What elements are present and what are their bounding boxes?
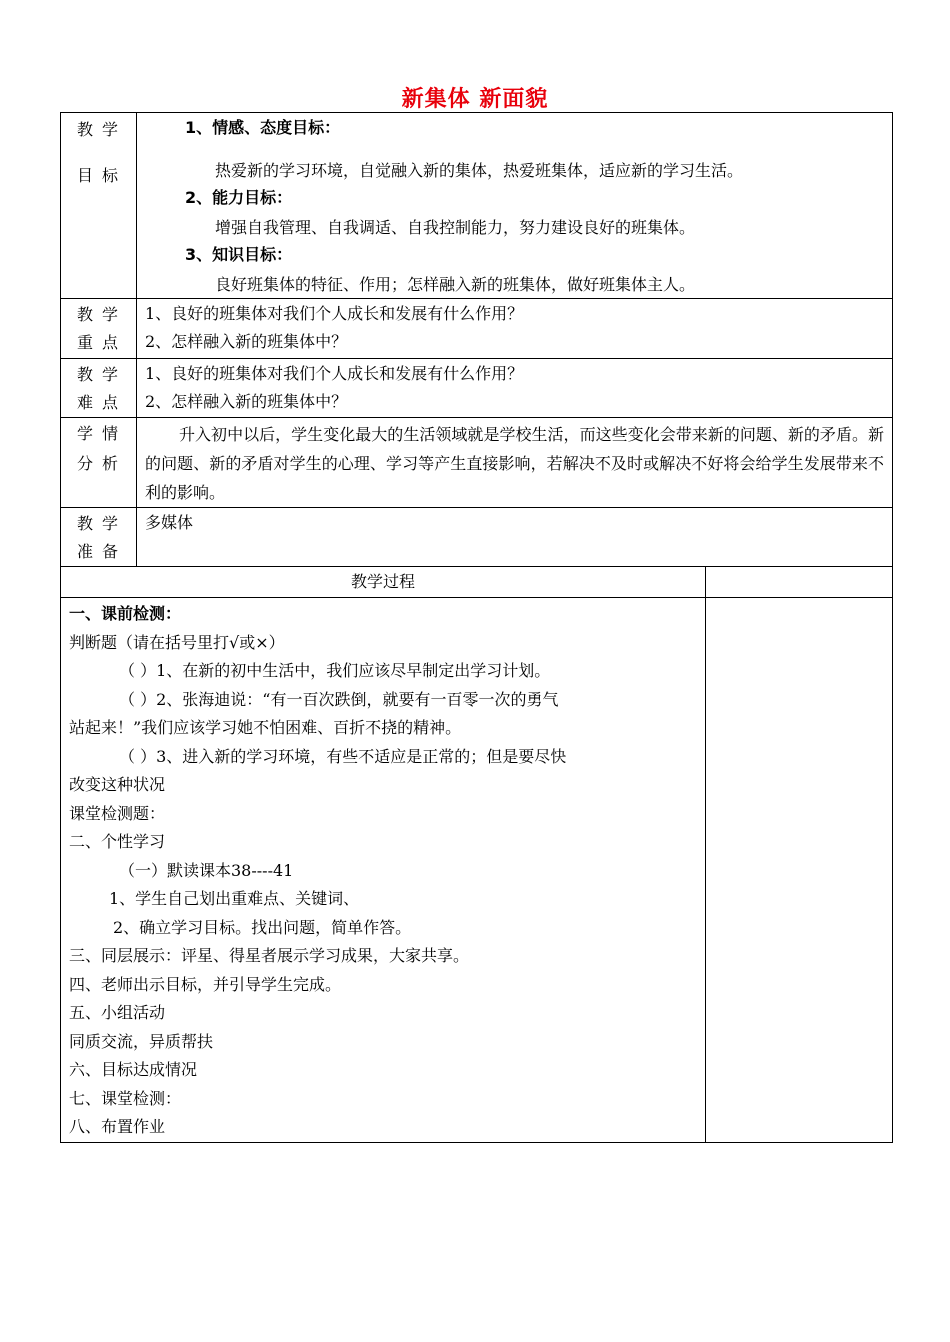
analysis-content [137, 418, 893, 508]
goals-heading-3: 3、知识目标： [185, 245, 293, 264]
goals-content [137, 113, 893, 299]
prep-row [61, 508, 893, 567]
process-content [61, 598, 706, 1143]
goals-text-2: 增强自我管理、自我调适、自我控制能力，努力建设良好的班集体。 [215, 218, 696, 237]
question-3-line-1: （ ）3、进入新的学习环境，有些不适应是正常的；但是要尽快 [119, 746, 567, 766]
goals-heading-2: 2、能力目标： [185, 188, 293, 207]
difficulty-row [61, 359, 893, 418]
difficulty-label: 教 学 难 点 [61, 359, 137, 418]
page-title: 新集体 新面貌 [401, 87, 549, 112]
process-section-6: 六、目标达成情况 [69, 1060, 198, 1079]
prep-text: 多媒体 [145, 513, 194, 532]
process-section-5: 五、小组活动 [69, 1003, 166, 1022]
prep-label: 教 学 准 备 [61, 508, 137, 567]
section-2-step-2: 2、确立学习目标。找出问题，简单作答。 [113, 917, 412, 937]
question-1: （ ）1、在新的初中生活中，我们应该尽早制定出学习计划。 [119, 661, 551, 680]
question-2-line-1: （ ）2、张海迪说：“有一百次跌倒，就要有一百零一次的勇气 [119, 689, 559, 709]
difficulty-content: 1、良好的班集体对我们个人成长和发展有什么作用？ 2、怎样融入新的班集体中？ [137, 359, 893, 418]
class-check: 课堂检测题： [69, 803, 166, 823]
section-2-step-1: 1、学生自己划出重难点、关键词、 [109, 889, 360, 908]
process-header-row [61, 567, 893, 598]
process-section-8: 八、布置作业 [69, 1117, 166, 1136]
process-section-4: 四、老师出示目标，并引导学生完成。 [69, 974, 342, 994]
process-section-2: 二、个性学习 [69, 832, 166, 851]
analysis-text: 升入初中以后，学生变化最大的生活领域就是学校生活，而这些变化会带来新的问题、新的矛盾。新的问题、新的矛盾对学生的心理、学习等产生直接影响，若解决不及时或解决不好将会给学生发展带来不利的影响。 [145, 425, 885, 502]
goals-text-3: 良好班集体的特征、作用；怎样融入新的班集体，做好班集体主人。 [215, 275, 696, 294]
key-points-label: 教 学 重 点 [61, 299, 137, 359]
analysis-label: 学 情 分 析 [61, 418, 137, 508]
lesson-plan-table [60, 112, 893, 1143]
judge-instruction: 判断题（请在括号里打√或×） [69, 632, 285, 652]
process-section-7: 七、课堂检测： [69, 1088, 182, 1108]
process-notes-column [706, 598, 893, 1143]
process-section-1: 一、课前检测： [69, 604, 182, 623]
goals-row [61, 113, 893, 299]
process-body-row [61, 598, 893, 1143]
analysis-row [61, 418, 893, 508]
key-points-row [61, 299, 893, 359]
key-points-content: 1、良好的班集体对我们个人成长和发展有什么作用？ 2、怎样融入新的班集体中？ [137, 299, 893, 359]
section-5-detail: 同质交流，异质帮扶 [69, 1031, 214, 1051]
question-3-line-2: 改变这种状况 [69, 775, 166, 794]
prep-content [137, 508, 893, 567]
question-2-line-2: 站起来！”我们应该学习她不怕困难、百折不挠的精神。 [69, 718, 462, 737]
process-header: 教学过程 [61, 567, 706, 598]
section-2-sub-a: （一）默读课本38----41 [119, 860, 294, 880]
goals-label: 教 学 目 标 [61, 113, 137, 299]
process-notes-header [706, 567, 893, 598]
goals-heading-1: 1、情感、态度目标： [185, 118, 341, 137]
goals-text-1: 热爱新的学习环境，自觉融入新的集体，热爱班集体，适应新的学习生活。 [215, 161, 744, 180]
process-section-3: 三、同层展示：评星、得星者展示学习成果，大家共享。 [69, 946, 470, 965]
